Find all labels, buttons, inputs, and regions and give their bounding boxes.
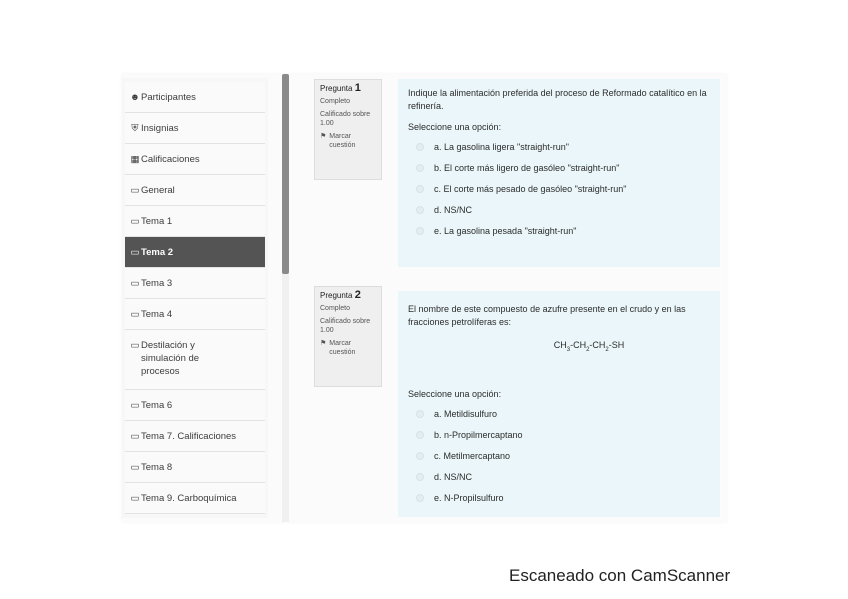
question-2-content (398, 291, 720, 517)
sidebar-item-calificaciones[interactable] (125, 144, 265, 175)
sidebar-item-label: Calificaciones (141, 154, 200, 165)
sidebar-item-label: Tema 6 (141, 400, 173, 411)
question-label: Pregunta (320, 291, 353, 300)
radio-button[interactable] (416, 452, 424, 460)
radio-button[interactable] (416, 185, 424, 193)
option-e[interactable] (408, 225, 710, 237)
option-d[interactable] (408, 204, 710, 216)
course-sidebar (122, 78, 268, 518)
formula-sub: 3 (566, 346, 571, 353)
sidebar-item-label: Tema 9. Carboquímica (141, 493, 237, 504)
formula-part: -SH (608, 340, 625, 350)
radio-button[interactable] (416, 227, 424, 235)
sidebar-item-destilacion[interactable] (125, 330, 265, 390)
sidebar-item-label: Tema 3 (141, 278, 173, 289)
option-label: b. n-Propilmercaptano (434, 429, 523, 440)
shield-icon: ⛨ (131, 122, 139, 134)
folder-icon: ▭ (130, 492, 140, 504)
question-status: Completo (320, 98, 350, 105)
option-a[interactable] (408, 408, 710, 420)
radio-button[interactable] (416, 473, 424, 481)
folder-icon: ▭ (130, 399, 140, 411)
select-label: Seleccione una opción: (408, 388, 502, 399)
folder-icon: ▭ (130, 277, 140, 289)
sidebar-item-label: Tema 1 (141, 216, 173, 227)
option-label: e. N-Propilsulfuro (434, 492, 504, 503)
radio-button[interactable] (416, 206, 424, 214)
option-label: a. La gasolina ligera "straight-run" (434, 142, 569, 152)
sidebar-item-tema-3[interactable] (125, 268, 265, 299)
flag-label: Marcar cuestión (329, 340, 356, 356)
flag-icon: ⚑ (320, 133, 327, 140)
option-label: a. Metildisulfuro (434, 408, 498, 419)
radio-button[interactable] (416, 494, 424, 502)
option-d[interactable] (408, 471, 710, 483)
option-label: b. El corte más ligero de gasóleo "straight-run" (434, 163, 620, 173)
sidebar-item-label: Tema 8 (141, 462, 173, 473)
folder-icon: ▭ (130, 308, 140, 320)
question-number: 1 (354, 82, 361, 94)
radio-button[interactable] (416, 431, 424, 439)
grid-icon: ▦ (130, 153, 140, 165)
sidebar-item-label: Tema 2 (141, 247, 174, 258)
radio-button[interactable] (416, 164, 424, 172)
formula-sub: 2 (586, 346, 590, 353)
sidebar-item-label: Insignias (141, 123, 179, 134)
folder-icon: ▭ (130, 430, 140, 442)
sidebar-item-tema-4[interactable] (125, 299, 265, 330)
flag-icon: ⚑ (320, 340, 327, 347)
radio-button[interactable] (416, 143, 424, 151)
sidebar-item-insignias[interactable] (125, 113, 265, 144)
question-label: Pregunta (320, 84, 353, 93)
folder-icon: ▭ (130, 339, 140, 351)
sidebar-item-label: Destilación y simulación de procesos (141, 340, 200, 377)
question-grade: Calificado sobre 1.00 (320, 111, 371, 127)
formula-part: CH (553, 340, 567, 350)
sidebar-item-tema-6[interactable] (125, 390, 265, 421)
question-text: El nombre de este compuesto de azufre presente en el crudo y en las fracciones petrolíferas es: (408, 304, 686, 327)
sidebar-item-general[interactable] (125, 175, 265, 206)
formula-part: -CH (570, 340, 587, 350)
sidebar-item-tema-7[interactable] (125, 421, 265, 452)
formula-sub: 2 (605, 346, 609, 353)
folder-icon: ▭ (130, 461, 140, 473)
question-status: Completo (320, 305, 350, 312)
select-label: Seleccione una opción: (408, 122, 502, 132)
sidebar-scrollbar[interactable] (282, 74, 289, 274)
scanner-watermark: Escaneado con CamScanner (509, 566, 731, 585)
chemical-formula (468, 340, 710, 353)
option-b[interactable] (408, 429, 710, 441)
sidebar-item-tema-2[interactable] (125, 237, 265, 268)
sidebar-item-label: Tema 7. Calificaciones (141, 431, 237, 442)
option-label: c. El corte más pesado de gasóleo "straight-run" (434, 184, 627, 194)
option-a[interactable] (408, 141, 710, 153)
sidebar-item-tema-8[interactable] (125, 452, 265, 483)
question-grade: Calificado sobre 1.00 (320, 318, 371, 334)
option-label: d. NS/NC (434, 205, 473, 215)
question-1-title (320, 84, 376, 93)
option-label: c. Metilmercaptano (434, 450, 511, 461)
flag-label: Marcar cuestión (329, 133, 356, 149)
question-2-info (314, 286, 382, 387)
folder-icon: ▭ (130, 184, 140, 196)
formula-part: -CH (589, 340, 606, 350)
question-2-title (320, 291, 376, 300)
option-b[interactable] (408, 162, 710, 174)
question-1-content (398, 79, 720, 267)
option-c[interactable] (408, 450, 710, 462)
scanned-screenshot (122, 74, 727, 522)
option-label: e. La gasolina pesada "straight-run" (434, 226, 577, 236)
sidebar-item-participantes[interactable] (125, 82, 265, 113)
users-icon: ☻ (130, 91, 140, 103)
folder-icon: ▭ (130, 246, 140, 258)
sidebar-item-label: General (141, 185, 175, 196)
option-label: d. NS/NC (434, 471, 473, 482)
option-e[interactable] (408, 492, 710, 504)
question-number: 2 (354, 289, 361, 301)
radio-button[interactable] (416, 410, 424, 418)
flag-question-button[interactable] (320, 339, 376, 357)
sidebar-item-label: Tema 4 (141, 309, 173, 320)
sidebar-item-label: Participantes (141, 92, 196, 103)
option-c[interactable] (408, 183, 710, 195)
question-1-info (314, 79, 382, 180)
question-text: Indique la alimentación preferida del proceso de Reformado catalítico en la refinería. (408, 88, 707, 111)
sidebar-item-tema-9[interactable] (125, 483, 265, 514)
sidebar-item-tema-1[interactable] (125, 206, 265, 237)
scrollbar-track (282, 274, 289, 522)
folder-icon: ▭ (130, 215, 140, 227)
flag-question-button[interactable] (320, 132, 376, 150)
